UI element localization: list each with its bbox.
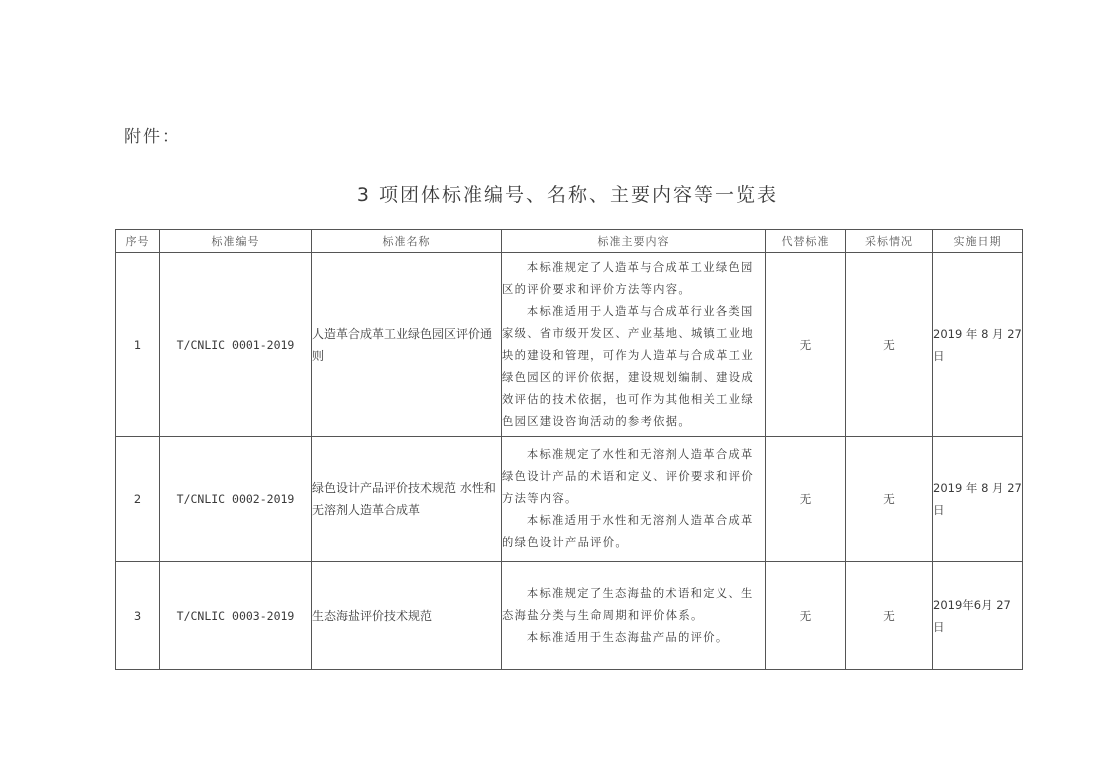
content-paragraph: 本标准规定了水性和无溶剂人造革合成革绿色设计产品的术语和定义、评价要求和评价方法等内容。 xyxy=(502,448,754,505)
row-code: T/CNLIC 0002-2019 xyxy=(160,437,312,562)
row-date: 2019 年 8 月 27日 xyxy=(933,253,1023,437)
row-adoption: 无 xyxy=(846,253,933,437)
header-replaced: 代替标准 xyxy=(766,230,846,253)
header-adoption: 采标情况 xyxy=(846,230,933,253)
row-no: 1 xyxy=(116,253,160,437)
row-replaced: 无 xyxy=(766,562,846,670)
attachment-label: 附件： xyxy=(124,127,181,147)
row-name: 绿色设计产品评价技术规范 水性和无溶剂人造革合成革 xyxy=(312,437,502,562)
content-paragraph: 本标准适用于生态海盐产品的评价。 xyxy=(526,630,729,644)
header-content: 标准主要内容 xyxy=(502,230,766,253)
row-adoption: 无 xyxy=(846,437,933,562)
table-header-row xyxy=(116,230,1023,253)
row-adoption: 无 xyxy=(846,562,933,670)
row-name: 人造革合成革工业绿色园区评价通则 xyxy=(312,253,502,437)
row-content xyxy=(502,437,766,562)
row-no: 3 xyxy=(116,562,160,670)
header-name: 标准名称 xyxy=(312,230,502,253)
row-name: 生态海盐评价技术规范 xyxy=(312,562,502,670)
header-code: 标准编号 xyxy=(160,230,312,253)
content-paragraph: 本标准规定了生态海盐的术语和定义、生态海盐分类与生命周期和评价体系。 xyxy=(502,586,754,622)
content-paragraph: 本标准适用于水性和无溶剂人造革合成革的绿色设计产品评价。 xyxy=(502,514,754,549)
standards-table xyxy=(115,229,1023,670)
table-row xyxy=(116,253,1023,437)
row-content xyxy=(502,253,766,437)
header-date: 实施日期 xyxy=(933,230,1023,253)
row-date: 2019 年 8 月 27日 xyxy=(933,437,1023,562)
table-row xyxy=(116,562,1023,670)
row-no: 2 xyxy=(116,437,160,562)
content-paragraph: 本标准适用于人造革与合成革行业各类国家级、省市级开发区、产业基地、城镇工业地块的建设和管理，可作为人造革与合成革工业绿色园区的评价依据，建设规划编制、建设成效评估的技术依据，也可作为其他相关工业绿色园区建设咨询活动的参考依据。 xyxy=(502,304,754,428)
row-replaced: 无 xyxy=(766,253,846,437)
content-paragraph: 本标准规定了人造革与合成革工业绿色园区的评价要求和评价方法等内容。 xyxy=(502,260,754,296)
row-code: T/CNLIC 0001-2019 xyxy=(160,253,312,437)
row-date: 2019年6月 27日 xyxy=(933,562,1023,670)
header-no: 序号 xyxy=(116,230,160,253)
table-row xyxy=(116,437,1023,562)
row-code: T/CNLIC 0003-2019 xyxy=(160,562,312,670)
row-replaced: 无 xyxy=(766,437,846,562)
row-content xyxy=(502,562,766,670)
document-title: 3 项团体标准编号、名称、主要内容等一览表 xyxy=(356,184,779,206)
